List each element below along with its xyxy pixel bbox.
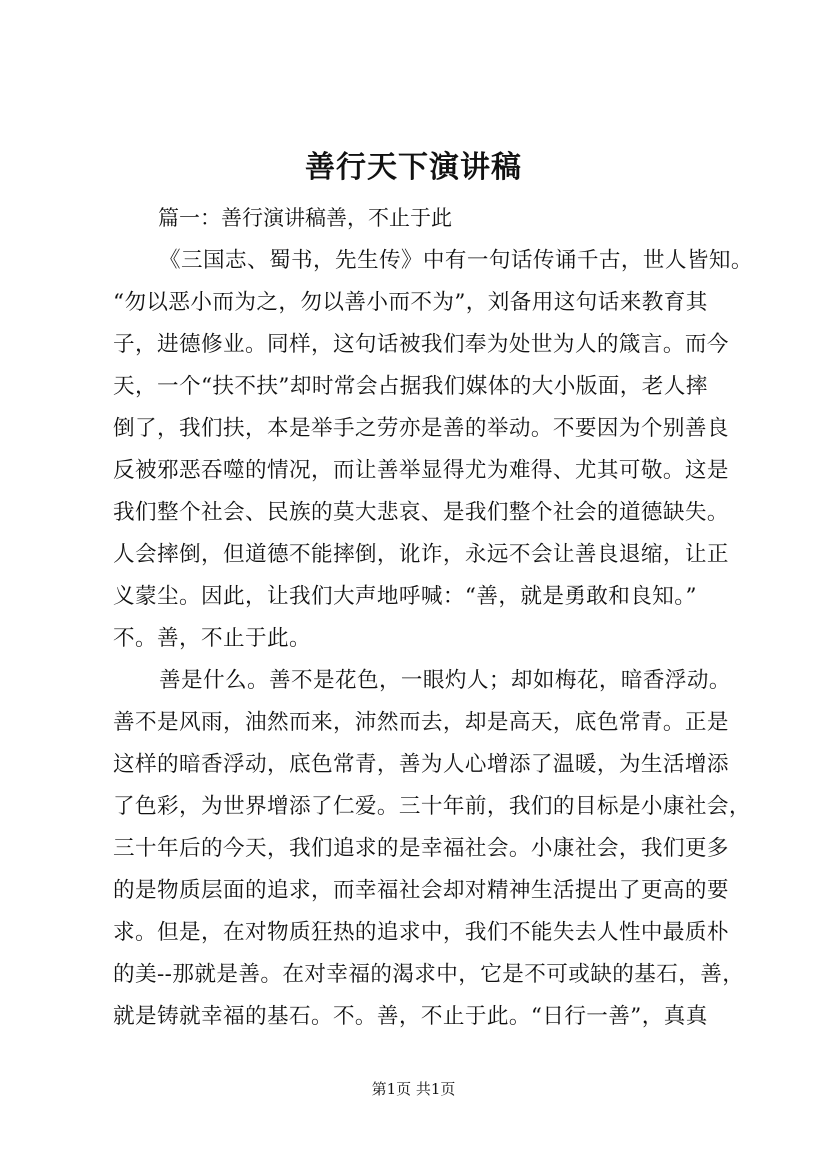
text-line: 义蒙尘。因此，让我们大声地呼喊：“善，就是勇敢和良知。” — [113, 584, 697, 609]
text-line: “勿以恶小而为之，勿以善小而不为”，刘备用这句话来教育其 — [113, 290, 708, 315]
text-line: 人会摔倒，但道德不能摔倒，讹诈，永远不会让善良退缩，让正 — [113, 542, 729, 567]
text-line: 不。善，不止于此。 — [113, 626, 311, 651]
text-line: 三十年后的今天，我们追求的是幸福社会。小康社会，我们更多 — [113, 836, 729, 861]
text-line: 求。但是，在对物质狂热的追求中，我们不能失去人性中最质朴 — [113, 920, 729, 945]
text-line: 这样的暗香浮动，底色常青，善为人心增添了温暖，为生活增添 — [113, 752, 729, 777]
text-line: 就是铸就幸福的基石。不。善，不止于此。“日行一善”，真真 — [113, 1004, 708, 1029]
text-line: 的美--那就是善。在对幸福的渴求中，它是不可或缺的基石，善， — [113, 962, 745, 987]
text-line: 我们整个社会、民族的莫大悲哀、是我们整个社会的道德缺失。 — [113, 500, 729, 525]
text-line: 倒了，我们扶，本是举手之劳亦是善的举动。不要因为个别善良 — [113, 416, 729, 441]
section-heading: 篇一：善行演讲稿善，不止于此 — [158, 206, 452, 230]
text-line: 子，进德修业。同样，这句话被我们奉为处世为人的箴言。而今 — [113, 332, 729, 357]
text-line: 《三国志、蜀书，先生传》中有一句话传诵千古，世人皆知。 — [159, 248, 753, 273]
text-line: 反被邪恶吞噬的情况，而让善举显得尤为难得、尤其可敬。这是 — [113, 458, 729, 483]
text-line: 的是物质层面的追求，而幸福社会却对精神生活提出了更高的要 — [113, 878, 729, 903]
body-text — [113, 240, 753, 1038]
document-title: 善行天下演讲稿 — [305, 150, 522, 185]
text-line: 善是什么。善不是花色，一眼灼人；却如梅花，暗香浮动。 — [159, 668, 731, 693]
text-line: 了色彩，为世界增添了仁爱。三十年前，我们的目标是小康社会， — [113, 794, 751, 819]
text-line: 天，一个“扶不扶”却时常会占据我们媒体的大小版面，老人摔 — [113, 374, 708, 399]
text-line: 善不是风雨，油然而来，沛然而去，却是高天，底色常青。正是 — [113, 710, 729, 735]
page-footer: 第1页 共1页 — [371, 1080, 456, 1098]
